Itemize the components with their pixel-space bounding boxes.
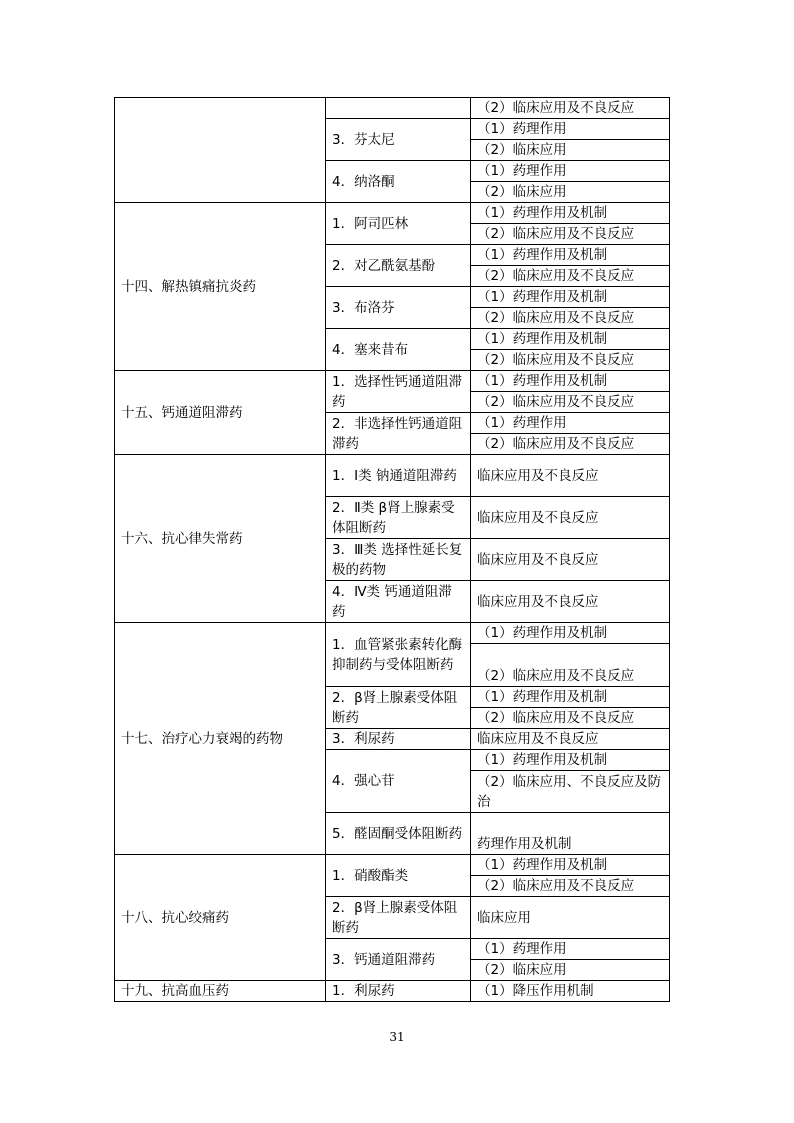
drug-name-cell [326, 98, 471, 119]
syllabus-table [114, 97, 670, 1002]
topic-cell: （2）临床应用及不良反应 [471, 708, 670, 729]
drug-name-cell: 3．Ⅲ类 选择性延长复极的药物 [326, 539, 471, 581]
category-cell: 十八、抗心绞痛药 [115, 855, 326, 981]
drug-name-cell: 1．硝酸酯类 [326, 855, 471, 897]
topic-cell: （1）药理作用 [471, 939, 670, 960]
drug-name-cell: 2．β肾上腺素受体阻断药 [326, 897, 471, 939]
drug-name-cell: 3．利尿药 [326, 729, 471, 750]
topic-cell: （1）药理作用 [471, 119, 670, 140]
drug-name-cell: 5．醛固酮受体阻断药 [326, 813, 471, 855]
topic-cell: （1）药理作用及机制 [471, 855, 670, 876]
table-row [115, 981, 670, 1002]
topic-cell: （2）临床应用及不良反应 [471, 308, 670, 329]
drug-name-cell: 1．利尿药 [326, 981, 471, 1002]
topic-cell: （2）临床应用及不良反应 [471, 876, 670, 897]
topic-cell: 临床应用及不良反应 [471, 497, 670, 539]
table-row [115, 371, 670, 392]
topic-cell: 临床应用及不良反应 [471, 729, 670, 750]
drug-name-cell: 4．塞来昔布 [326, 329, 471, 371]
drug-name-cell: 1．阿司匹林 [326, 203, 471, 245]
topic-cell: 药理作用及机制 [471, 813, 670, 855]
topic-cell: （2）临床应用及不良反应 [471, 266, 670, 287]
drug-name-cell: 3．布洛芬 [326, 287, 471, 329]
topic-cell: （2）临床应用、不良反应及防治 [471, 771, 670, 813]
topic-cell: （1）药理作用及机制 [471, 245, 670, 266]
topic-cell: （1）药理作用及机制 [471, 371, 670, 392]
drug-name-cell: 4．纳洛酮 [326, 161, 471, 203]
topic-cell: （2）临床应用及不良反应 [471, 98, 670, 119]
drug-name-cell: 1．Ⅰ类 钠通道阻滞药 [326, 455, 471, 497]
drug-name-cell: 1．选择性钙通道阻滞药 [326, 371, 471, 413]
table-row [115, 855, 670, 876]
category-cell: 十四、解热镇痛抗炎药 [115, 203, 326, 371]
topic-cell: （2）临床应用及不良反应 [471, 392, 670, 413]
drug-name-cell: 3．芬太尼 [326, 119, 471, 161]
topic-cell: （1）药理作用 [471, 413, 670, 434]
topic-cell: （2）临床应用 [471, 140, 670, 161]
category-cell: 十七、治疗心力衰竭的药物 [115, 623, 326, 855]
topic-cell: （2）临床应用及不良反应 [471, 224, 670, 245]
category-cell [115, 98, 326, 203]
syllabus-table-body [115, 98, 670, 1002]
topic-cell: （1）药理作用及机制 [471, 687, 670, 708]
topic-cell: （1）药理作用及机制 [471, 750, 670, 771]
drug-name-cell: 2．对乙酰氨基酚 [326, 245, 471, 287]
table-row [115, 98, 670, 119]
topic-cell: （2）临床应用及不良反应 [471, 434, 670, 455]
drug-name-cell: 4．强心苷 [326, 750, 471, 813]
topic-cell: 临床应用及不良反应 [471, 455, 670, 497]
drug-name-cell: 2．Ⅱ类 β肾上腺素受体阻断药 [326, 497, 471, 539]
topic-cell: （2）临床应用及不良反应 [471, 644, 670, 687]
topic-cell: （2）临床应用 [471, 960, 670, 981]
category-cell: 十六、抗心律失常药 [115, 455, 326, 623]
topic-cell: （1）药理作用及机制 [471, 203, 670, 224]
topic-cell: （2）临床应用 [471, 182, 670, 203]
drug-name-cell: 2．非选择性钙通道阻滞药 [326, 413, 471, 455]
topic-cell: （1）药理作用 [471, 161, 670, 182]
page-number: 31 [389, 1030, 405, 1044]
topic-cell: 临床应用及不良反应 [471, 581, 670, 623]
topic-cell: 临床应用 [471, 897, 670, 939]
topic-cell: （2）临床应用及不良反应 [471, 350, 670, 371]
topic-cell: 临床应用及不良反应 [471, 539, 670, 581]
table-row [115, 623, 670, 644]
category-cell: 十九、抗高血压药 [115, 981, 326, 1002]
table-row [115, 203, 670, 224]
drug-name-cell: 3．钙通道阻滞药 [326, 939, 471, 981]
topic-cell: （1）药理作用及机制 [471, 287, 670, 308]
drug-name-cell: 1．血管紧张素转化酶抑制药与受体阻断药 [326, 623, 471, 687]
drug-name-cell: 2．β肾上腺素受体阻断药 [326, 687, 471, 729]
table-row [115, 455, 670, 497]
topic-cell: （1）药理作用及机制 [471, 623, 670, 644]
drug-name-cell: 4．Ⅳ类 钙通道阻滞药 [326, 581, 471, 623]
category-cell: 十五、钙通道阻滞药 [115, 371, 326, 455]
topic-cell: （1）降压作用机制 [471, 981, 670, 1002]
topic-cell: （1）药理作用及机制 [471, 329, 670, 350]
